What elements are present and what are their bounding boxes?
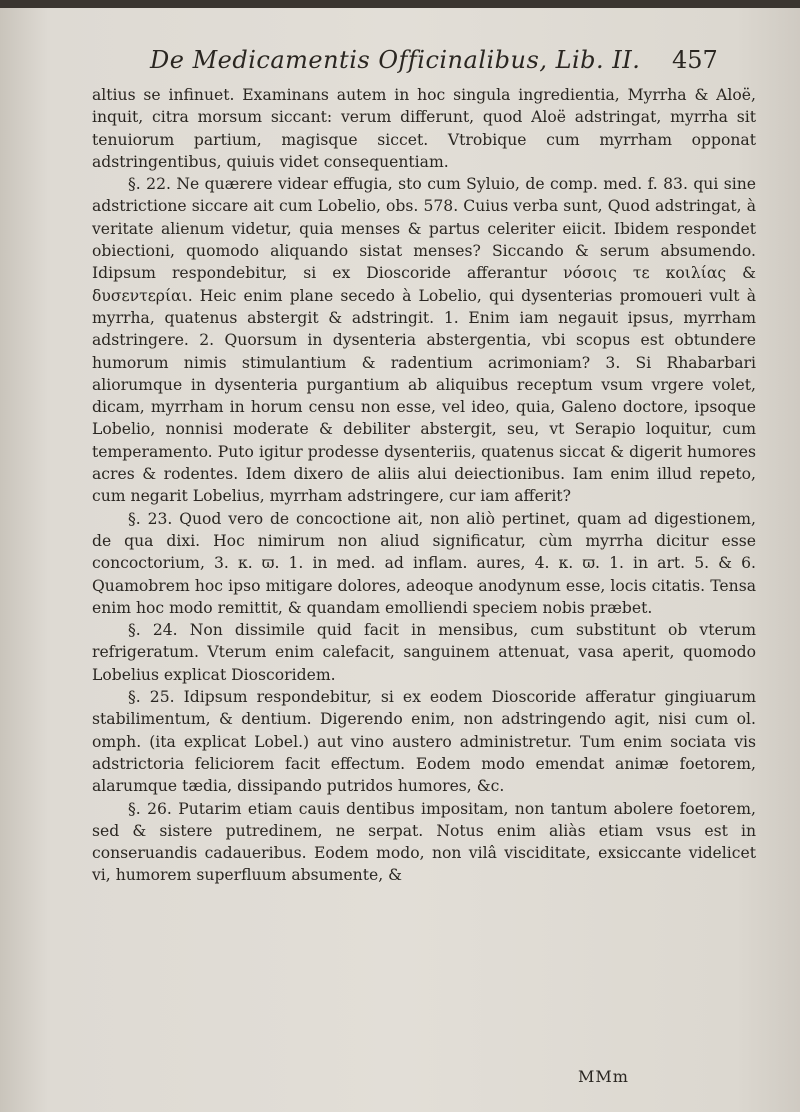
paragraph: §. 22. Ne quærere videar effugia, sto cum Syluio, de comp. med. f. 83. qui sine adstrictione siccare ait cum Lobelio, obs. 578. Cuius verba sunt, Quod adstringat, à veritate alienum videtur, quia menses & partus celeriter eiicit. Ibidem respondet obiectioni, quomodo aliquando sistat menses? Siccando & serum absumendo. Idipsum respondebitur, si ex Dioscoride afferantur νόσοις τε κοιλίας & δυσεντερίαι. Heic enim plane secedo à Lobelio, qui dysenterias promoueri vult à myrrha, quatenus abstergit & adstringit. 1. Enim iam negauit ipsus, myrrham adstringere. 2. Quorsum in dysenteria abstergentia, vbi scopus est obtundere humorum nimis stimulantium & radentium acrimoniam? 3. Si Rhabarbari aliorumque in dysenteria purgantium ab aliquibus receptum vsum vrgere volet, dicam, myrrham in horum censu non esse, vel ideo, quia, Galeno doctore, ipsoque Lobelio, nonnisi moderate & debiliter abstergit, seu, vt Serapio loquitur, cum temperamento. Puto igitur prodesse dysenteriis, quatenus siccat & digerit humores acres & rodentes. Idem dixero de aliis alui deiectionibus. Iam enim illud repeto, cum negarit Lobelius, myrrham adstringere, cur iam afferit? <box>92 175 756 506</box>
paragraph: §. 25. Idipsum respondebitur, si ex eodem Dioscoride afferatur gingiuarum stabilimentum, & dentium. Digerendo enim, non adstringendo agit, nisi cum ol. omph. (ita explicat Lobel.) aut vino austero administretur. Tum enim sociata vis adstrictoria feliciorem facit effectum. Eodem modo emendat animæ foetorem, alarumque tædia, dissipando putridos humores, &c. <box>92 688 756 796</box>
page-header <box>0 42 800 80</box>
scan-edge <box>0 0 800 8</box>
body-text <box>92 84 756 887</box>
paragraph: §. 23. Quod vero de concoctione ait, non aliò pertinet, quam ad digestionem, de qua dixi. Hoc nimirum non aliud significatur, cùm myrrha dicitur esse concoctorium, 3. κ. ϖ. 1. in med. ad inflam. aures, 4. κ. ϖ. 1. in art. 5. & 6. Quamobrem hoc ipso mitigare dolores, adeoque anodynum esse, locis citatis. Tensa enim hoc modo remittit, & quandam emolliendi speciem nobis præbet. <box>92 509 756 617</box>
paragraph: §. 26. Putarim etiam cauis dentibus impositam, non tantum abolere foetorem, sed & sistere putredinem, ne serpat. Notus enim aliàs etiam vsus est in conseruandis cadaueribus. Eodem modo, non vilâ visciditate, exsiccante videlicet vi, humorem superfluum absumente, & <box>92 799 756 885</box>
paragraph: §. 24. Non dissimile quid facit in mensibus, cum substitunt ob vterum refrigeratum. Vterum enim calefacit, sanguinem attenuat, vasa aperit, quomodo Lobelius explicat Dioscoridem. <box>92 621 756 684</box>
running-title: De Medicamentis Officinalibus, Lib. II. <box>150 46 641 74</box>
paragraph: altius se infinuet. Examinans autem in hoc singula ingredientia, Myrrha & Aloë, inquit, citra morsum siccant: verum differunt, quod Aloë adstringat, myrrha sit tenuiorum partium, magisque siccet. Vtrobique cum myrrham opponat adstringentibus, quiuis videt consequentiam. <box>92 86 756 171</box>
catchword: MMm <box>578 1067 629 1086</box>
page-number: 457 <box>672 46 718 74</box>
